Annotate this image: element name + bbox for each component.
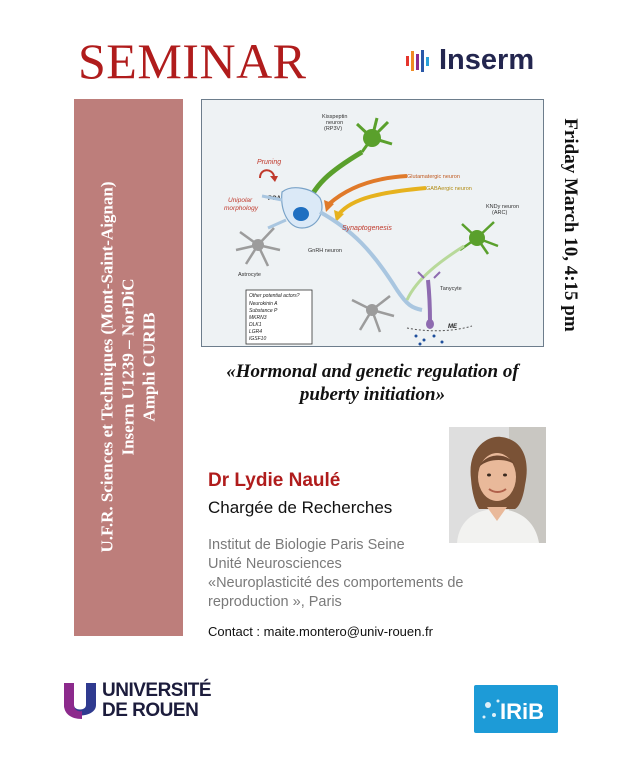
- svg-text:IGSF10: IGSF10: [249, 336, 267, 342]
- rouen-text: DE ROUEN: [102, 700, 199, 721]
- kndy-label: KNDy neuron: [486, 204, 520, 210]
- seminar-title: «Hormonal and genetic regulation of puberty initiation»: [226, 361, 519, 405]
- speaker-name: Dr Lydie Naulé: [208, 470, 341, 491]
- svg-text:Substance P: Substance P: [249, 308, 278, 314]
- actors-title: Other potential actors?: [249, 293, 300, 299]
- seminar-heading: SEMINAR: [78, 33, 307, 89]
- svg-text:Neurokinin A: Neurokinin A: [249, 301, 278, 307]
- unipolar-label: Unipolar: [228, 197, 253, 204]
- pruning-label: Pruning: [257, 159, 282, 166]
- speaker-position: Chargée de Recherches: [208, 498, 393, 517]
- affiliation-line: Unité Neurosciences: [208, 556, 342, 572]
- astrocyte-icon: [236, 228, 280, 266]
- astrocyte-2-icon: [352, 296, 394, 332]
- svg-text:MKRN3: MKRN3: [249, 315, 267, 321]
- venue-info: [97, 107, 160, 627]
- svg-text:LGR4: LGR4: [249, 329, 263, 335]
- affiliation-line: reproduction », Paris: [208, 594, 342, 610]
- svg-text:DLK1: DLK1: [249, 322, 262, 328]
- irib-logo: [474, 685, 558, 733]
- kisspeptin-label: Kisspeptin: [322, 114, 348, 120]
- affiliation-line: «Neuroplasticité des comportements de: [208, 575, 464, 591]
- affiliation-line: Institut de Biologie Paris Seine: [208, 537, 405, 553]
- gnrh-label: GnRH neuron: [308, 248, 342, 254]
- speaker-photo: [449, 427, 546, 543]
- universite-rouen-logo: [62, 681, 211, 721]
- svg-text:(RP3V): (RP3V): [324, 126, 343, 132]
- glutamatergic-label: Glutamatergic neuron: [407, 174, 460, 180]
- universite-text: UNIVERSITÉ: [102, 680, 212, 701]
- astrocyte-label: Astrocyte: [238, 272, 261, 278]
- contact-line: [208, 624, 433, 639]
- universite-rouen-u-icon: [62, 681, 98, 721]
- contact-label: Contact :: [208, 624, 261, 639]
- venue-line-amphi: Amphi CURIB: [139, 312, 159, 422]
- contact-email-link[interactable]: maite.montero@univ-rouen.fr: [263, 624, 433, 639]
- irib-text: IRiB: [500, 699, 544, 724]
- me-label: ME: [448, 324, 457, 330]
- synaptogenesis-label: Synaptogenesis: [342, 225, 392, 232]
- tanycyte-label: Tanycyte: [440, 286, 462, 292]
- inserm-bars-icon: [405, 48, 431, 74]
- neuron-illustration: [202, 100, 543, 346]
- venue-line-ufr: U.F.R. Sciences et Techniques (Mont-Saint-Aignan): [97, 181, 117, 553]
- svg-text:(ARC): (ARC): [492, 210, 508, 216]
- venue-line-inserm: Inserm U1239 – NorDiC: [118, 278, 138, 456]
- poa-label: POA: [268, 196, 282, 202]
- speaker-affiliation: [208, 536, 464, 612]
- inserm-logo-text: Inserm: [439, 44, 535, 76]
- svg-text:morphology: morphology: [224, 205, 258, 212]
- inserm-logo: [405, 44, 534, 77]
- svg-text:neuron: neuron: [326, 120, 344, 126]
- gabaergic-label: GABAergic neuron: [426, 186, 472, 192]
- puberty-diagram: [201, 99, 544, 347]
- event-date: Friday March 10, 4:15 pm: [560, 118, 581, 332]
